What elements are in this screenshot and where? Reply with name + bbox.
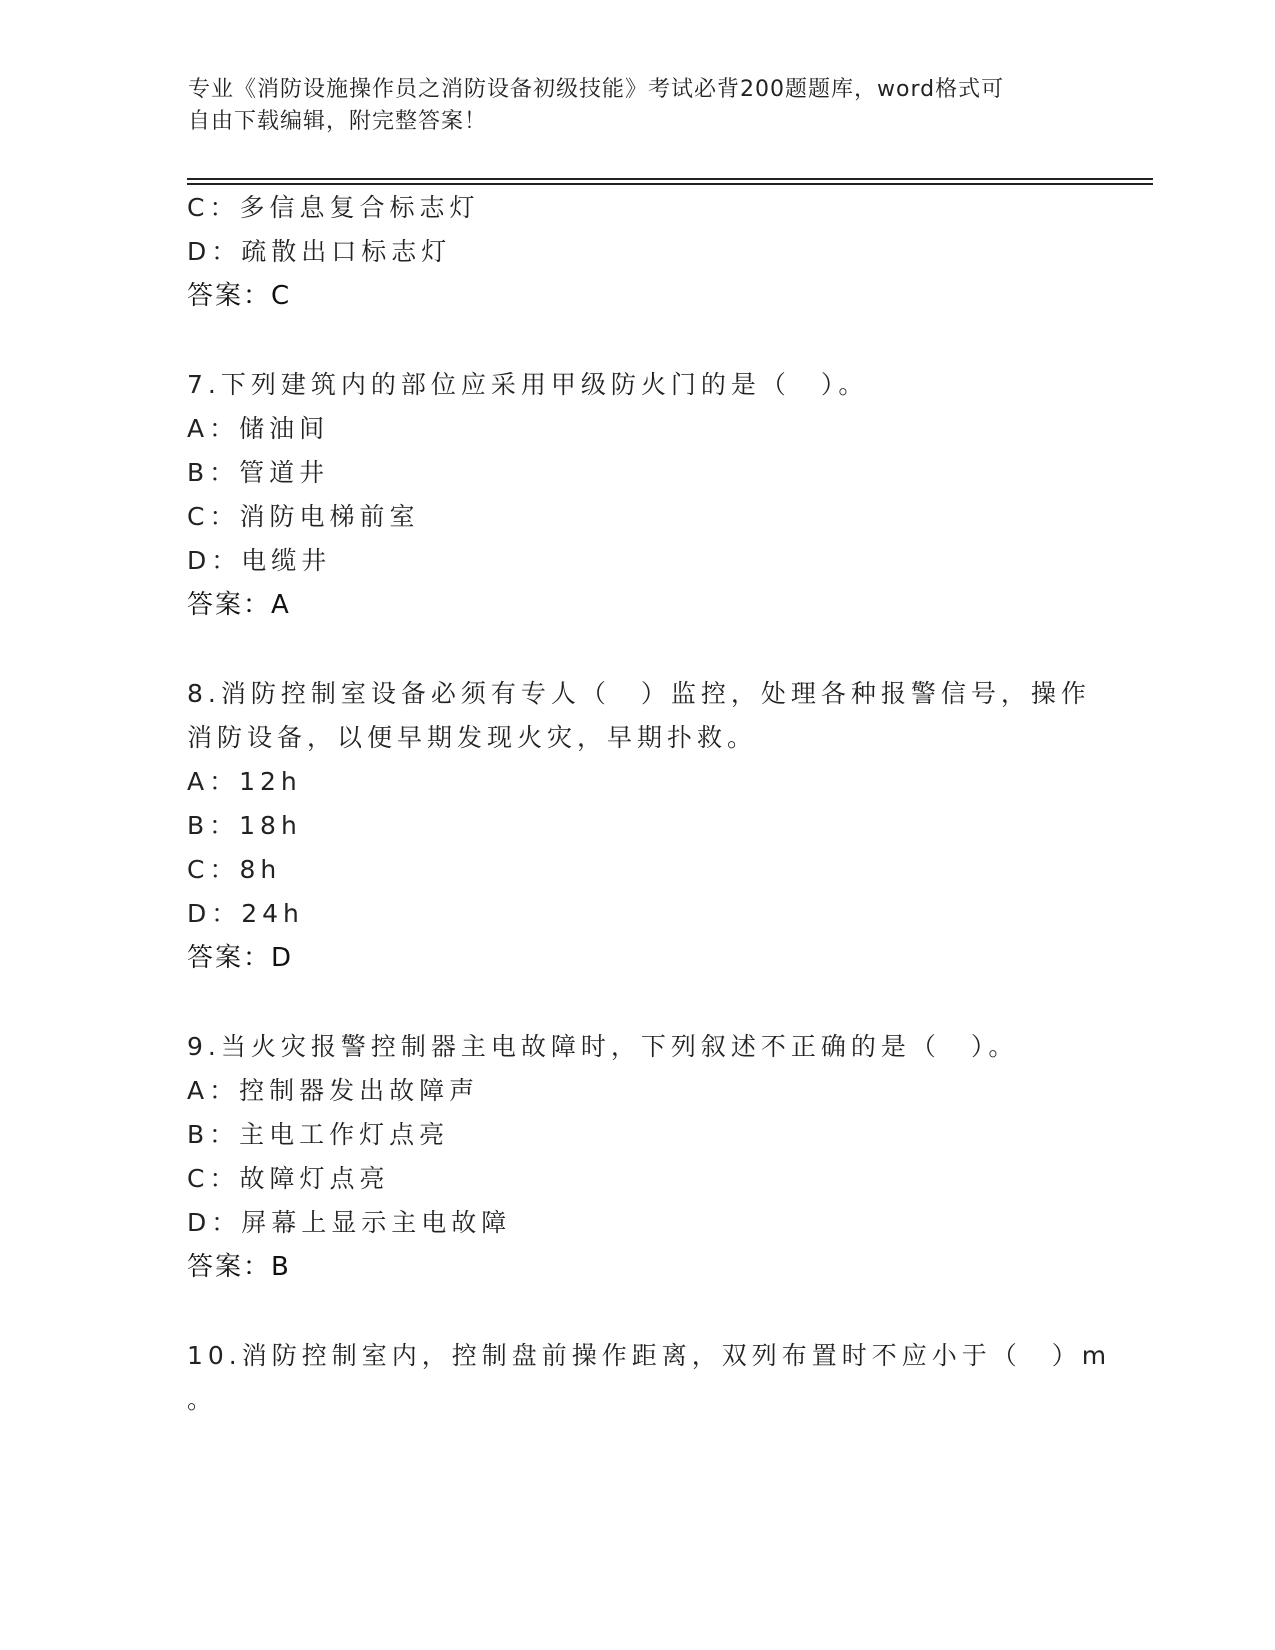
prev-answer: 答案：C [187, 281, 292, 311]
q8-option-b: B：18h [187, 811, 302, 840]
q7-option-a: A：储油间 [187, 414, 330, 443]
q8-option-a: A：12h [187, 767, 302, 796]
header-divider-bottom [187, 183, 1153, 185]
q9-stem: 9.当火灾报警控制器主电故障时，下列叙述不正确的是（ ）。 [187, 1032, 1019, 1061]
q10-stem-line-2: 。 [187, 1385, 218, 1414]
q7-stem: 7.下列建筑内的部位应采用甲级防火门的是（ ）。 [187, 370, 869, 399]
q9-option-d: D：屏幕上显示主电故障 [187, 1208, 512, 1237]
q8-option-d: D：24h [187, 899, 304, 928]
q7-answer: 答案：A [187, 590, 291, 620]
q7-option-b: B：管道井 [187, 458, 330, 487]
q9-option-b: B：主电工作灯点亮 [187, 1120, 450, 1149]
q8-stem-line-1: 8.消防控制室设备必须有专人（ ）监控，处理各种报警信号，操作 [187, 679, 1091, 708]
q9-option-a: A：控制器发出故障声 [187, 1076, 480, 1105]
header-line-2: 自由下载编辑，附完整答案！ [188, 109, 488, 134]
q8-option-c: C：8h [187, 855, 282, 884]
q7-option-d: D：电缆井 [187, 546, 332, 575]
q7-option-c: C：消防电梯前室 [187, 502, 420, 531]
q8-answer: 答案：D [187, 943, 294, 973]
prev-option-d: D：疏散出口标志灯 [187, 237, 452, 266]
q10-stem-line-1: 10.消防控制室内，控制盘前操作距离，双列布置时不应小于（ ）m [187, 1341, 1112, 1370]
document-header [188, 74, 1068, 138]
q9-answer: 答案：B [187, 1252, 291, 1282]
prev-option-c: C：多信息复合标志灯 [187, 193, 480, 222]
header-line-1: 专业《消防设施操作员之消防设备初级技能》考试必背200题题库，word格式可 [188, 77, 1005, 102]
q8-stem-line-2: 消防设备，以便早期发现火灾，早期扑救。 [187, 723, 758, 752]
q9-option-c: C：故障灯点亮 [187, 1164, 390, 1193]
header-divider-top [187, 178, 1153, 180]
